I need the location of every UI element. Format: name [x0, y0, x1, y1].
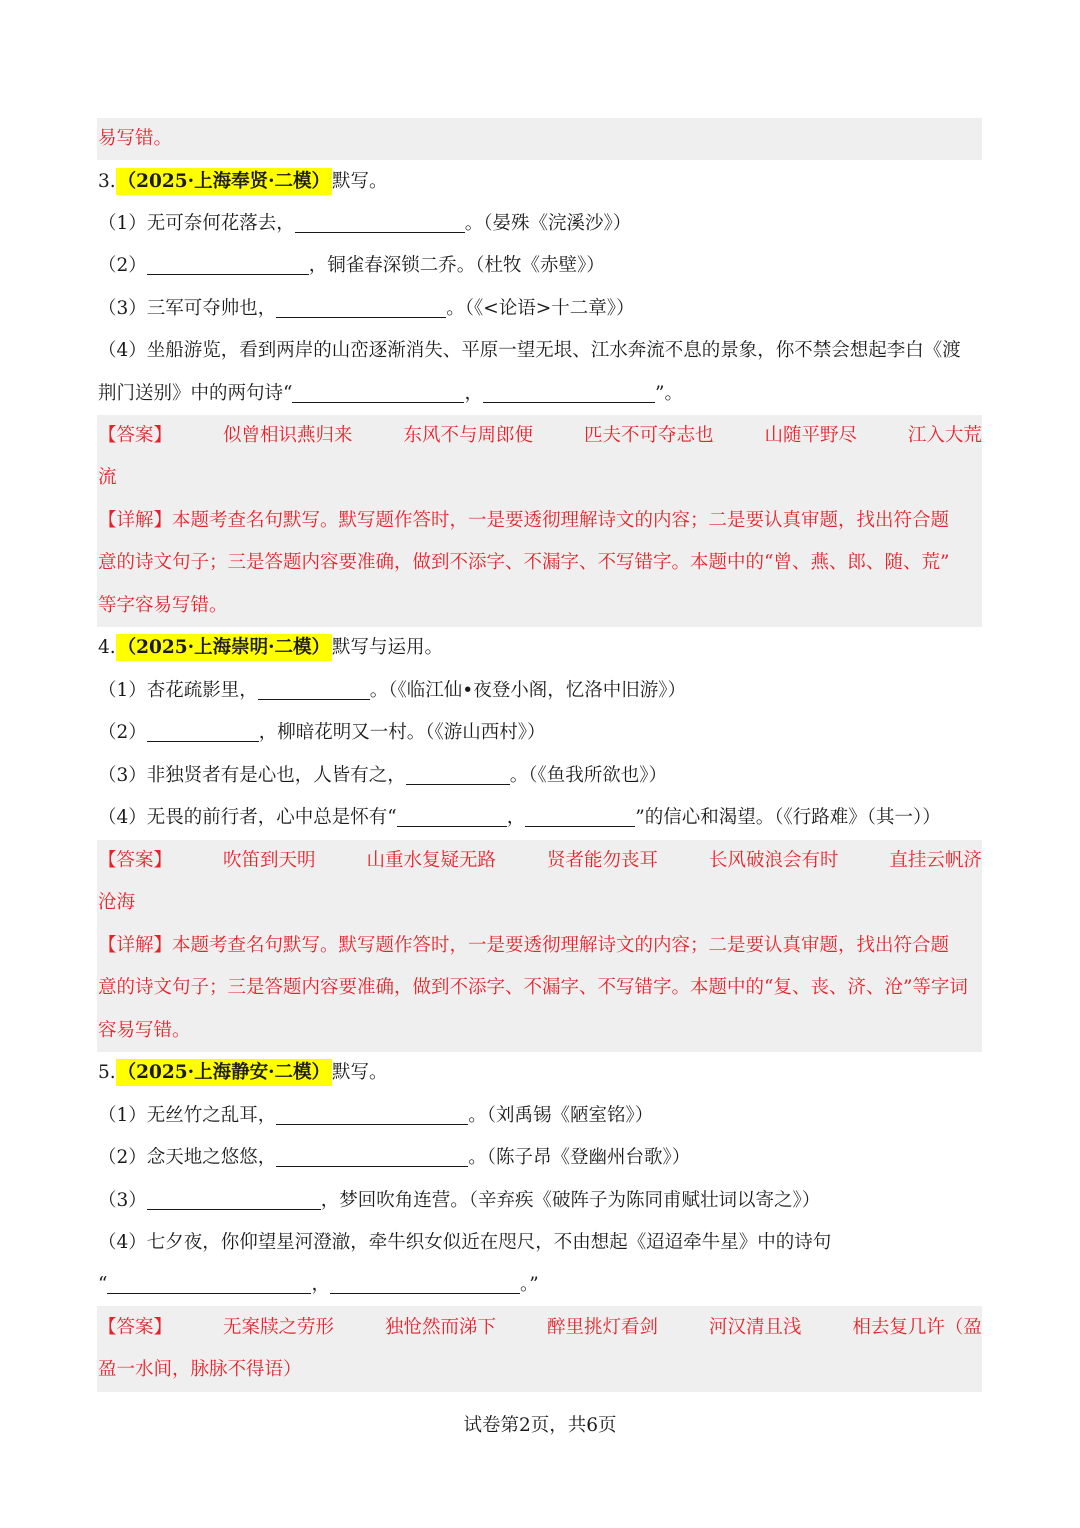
- question-3-answer-cont: 流: [98, 467, 117, 488]
- answer-item: 河汉清且浅: [708, 1317, 802, 1338]
- question-3-item-2: （2） ，铜雀春深锁二乔。（杜牧《赤壁》）: [98, 245, 982, 287]
- answer-item: 山重水复疑无路: [366, 850, 496, 871]
- question-5-item-1: （1）无丝竹之乱耳， 。（刘禹锡《陋室铭》）: [98, 1095, 982, 1137]
- question-5-item-3: （3） ，梦回吹角连营。（辛弃疾《破阵子为陈同甫赋壮词以寄之》）: [98, 1180, 982, 1222]
- answer-item: 匹夫不可夺志也: [583, 425, 714, 446]
- answer-blank[interactable]: [292, 380, 464, 403]
- question-4-answer: [98, 840, 982, 882]
- detail-label: 【详解】: [98, 935, 173, 956]
- answer-blank[interactable]: [406, 762, 510, 785]
- carryover-text: 易写错。: [98, 128, 173, 149]
- question-5-item-4: （4）七夕夜，你仰望星河澄澈，牵牛织女似近在咫尺，不由想起《迢迢牵牛星》中的诗句: [98, 1232, 832, 1253]
- question-5-header: [98, 1052, 982, 1094]
- question-title: 默写与运用。: [332, 637, 444, 658]
- question-3-item-1: （1）无可奈何花落去， 。（晏殊《浣溪沙》）: [98, 203, 982, 245]
- answer-blank[interactable]: [276, 1102, 468, 1125]
- question-3-detail: 【详解】本题考查名句默写。默写题作答时，一是要透彻理解诗文的内容；二是要认真审题，找出符合题: [98, 510, 950, 531]
- answer-item: 江入大荒: [907, 425, 982, 446]
- question-number: 4.: [98, 637, 116, 658]
- answer-blank[interactable]: [397, 804, 507, 827]
- answer-blank[interactable]: [525, 804, 635, 827]
- answer-blank[interactable]: [107, 1271, 311, 1294]
- answer-label: 【答案】: [98, 425, 173, 446]
- question-5-item-2: （2）念天地之悠悠， 。（陈子昂《登幽州台歌》）: [98, 1137, 982, 1179]
- answer-item: 醉里挑灯看剑: [546, 1317, 658, 1338]
- answer-item: 东风不与周郎便: [403, 425, 533, 446]
- question-4-item-1: （1）杏花疏影里， 。（《临江仙•夜登小阁，忆洛中旧游》）: [98, 670, 982, 712]
- question-5-answer: [98, 1307, 982, 1349]
- question-3-answer: [98, 415, 982, 457]
- answer-blank[interactable]: [276, 295, 446, 318]
- question-4-item-2: （2） ，柳暗花明又一村。（《游山西村》）: [98, 712, 982, 754]
- question-5-item-4-cont: “ ， 。”: [98, 1264, 982, 1306]
- answer-item: 长风破浪会有时: [708, 850, 839, 871]
- answer-label: 【答案】: [98, 850, 173, 871]
- answer-item: 相去复几许（盈: [852, 1317, 982, 1338]
- answer-item: 山随平野尽: [764, 425, 857, 446]
- page-footer: 试卷第2页，共6页: [463, 1415, 617, 1436]
- answer-blank[interactable]: [483, 380, 655, 403]
- question-title: 默写。: [332, 1062, 388, 1083]
- answer-label: 【答案】: [98, 1317, 173, 1338]
- source-tag: （2025·上海崇明·二模）: [116, 634, 332, 661]
- answer-item: 吹笛到天明: [222, 850, 316, 871]
- answer-item: 直挂云帆济: [889, 850, 982, 871]
- answer-blank[interactable]: [147, 252, 309, 275]
- question-4-item-4: （4）无畏的前行者，心中总是怀有“ ， ”的信心和渴望。（《行路难》（其一））: [98, 797, 982, 839]
- answer-blank[interactable]: [330, 1271, 520, 1294]
- question-4-detail: 【详解】本题考查名句默写。默写题作答时，一是要透彻理解诗文的内容；二是要认真审题，找出符合题: [98, 935, 950, 956]
- question-3-item-4-cont: 荆门送别》中的两句诗“ ， ”。: [98, 373, 982, 415]
- answer-blank[interactable]: [258, 677, 370, 700]
- question-4-header: [98, 627, 982, 669]
- question-4-detail-line: 意的诗文句子；三是答题内容要准确，做到不添字、不漏字、不写错字。本题中的“复、丧、济、沧”等字词: [98, 977, 968, 998]
- answer-blank[interactable]: [147, 719, 259, 742]
- question-3-item-4: （4）坐船游览，看到两岸的山峦逐渐消失、平原一望无垠、江水奔流不息的景象，你不禁会想起李白《渡: [98, 340, 961, 361]
- question-number: 5.: [98, 1062, 116, 1083]
- answer-item: 独怆然而涕下: [384, 1317, 496, 1338]
- question-4-item-3: （3）非独贤者有是心也，人皆有之， 。（《鱼我所欲也》）: [98, 755, 982, 797]
- answer-item: 贤者能勿丧耳: [546, 850, 658, 871]
- answer-blank[interactable]: [147, 1187, 321, 1210]
- question-3-header: [98, 161, 982, 203]
- source-tag: （2025·上海静安·二模）: [116, 1059, 332, 1086]
- question-3-detail-line: 意的诗文句子；三是答题内容要准确，做到不添字、不漏字、不写错字。本题中的“曾、燕、郎、随、荒”: [98, 552, 950, 573]
- question-3-item-3: （3）三军可夺帅也， 。（《<论语>十二章》）: [98, 288, 982, 330]
- question-4-answer-cont: 沧海: [98, 892, 136, 913]
- detail-label: 【详解】: [98, 510, 173, 531]
- answer-blank[interactable]: [295, 210, 465, 233]
- answer-blank[interactable]: [276, 1144, 468, 1167]
- question-3-detail-line: 等字容易写错。: [98, 595, 228, 616]
- question-5-answer-cont: 盈一水间，脉脉不得语）: [98, 1359, 302, 1380]
- question-title: 默写。: [332, 171, 388, 192]
- question-4-detail-line: 容易写错。: [98, 1020, 191, 1041]
- answer-item: 无案牍之劳形: [222, 1317, 334, 1338]
- answer-item: 似曾相识燕归来: [222, 425, 353, 446]
- question-number: 3.: [98, 171, 116, 192]
- source-tag: （2025·上海奉贤·二模）: [116, 168, 332, 195]
